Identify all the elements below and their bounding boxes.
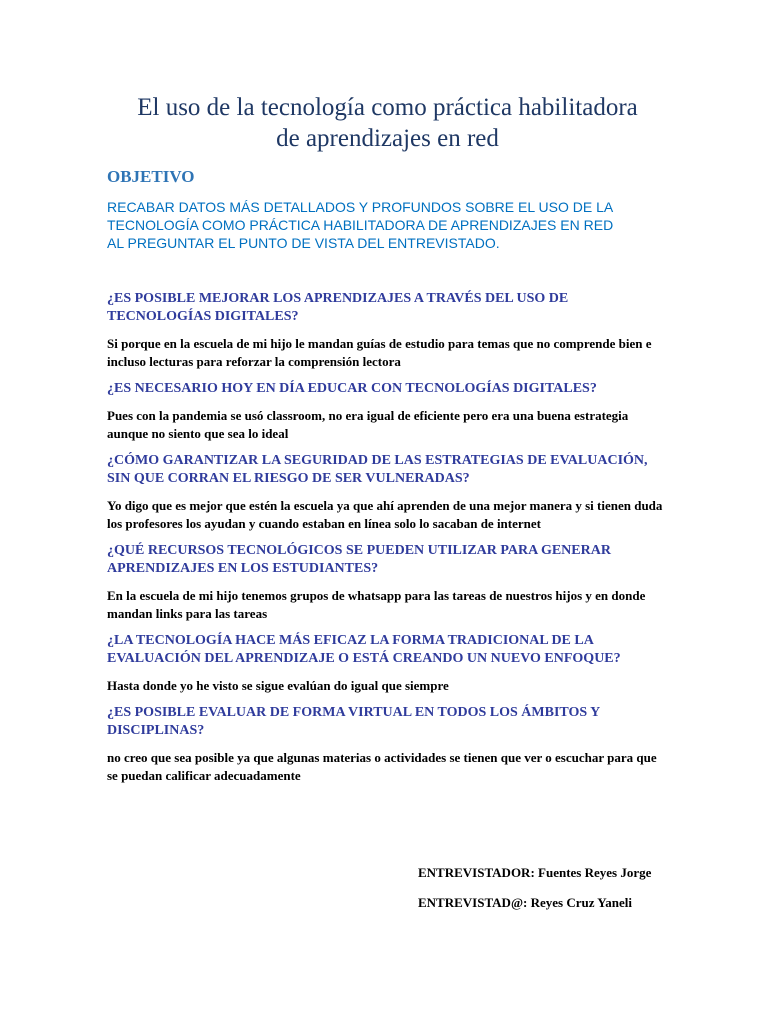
answer: no creo que sea posible ya que algunas materias o actividades se tienen que ver o escuchar para que se puedan calificar adecuadamente xyxy=(107,750,657,783)
qa-item xyxy=(107,290,668,371)
title-line-2: de aprendizajes en red xyxy=(276,125,499,152)
question: ¿QUÉ RECURSOS TECNOLÓGICOS SE PUEDEN UTILIZAR PARA GENERAR APRENDIZAJES EN LOS ESTUDIANTES? xyxy=(107,543,611,576)
signature-block xyxy=(418,864,651,924)
answer: En la escuela de mi hijo tenemos grupos de whatsapp para las tareas de nuestros hijos y en donde mandan links para las tareas xyxy=(107,588,646,621)
interviewer-line: ENTREVISTADOR: Fuentes Reyes Jorge xyxy=(418,865,652,880)
answer: Si porque en la escuela de mi hijo le mandan guías de estudio para temas que no comprende bien e incluso lecturas para reforzar la comprensión lectora xyxy=(107,336,652,369)
question: ¿ES POSIBLE EVALUAR DE FORMA VIRTUAL EN TODOS LOS ÁMBITOS Y DISCIPLINAS? xyxy=(107,705,600,738)
qa-list xyxy=(107,290,668,785)
answer: Yo digo que es mejor que estén la escuela ya que ahí aprenden de una mejor manera y si tienen duda los profesores los ayudan y cuando estaban en línea solo lo sacaban de internet xyxy=(107,498,663,531)
objective-heading: OBJETIVO xyxy=(107,167,195,186)
question: ¿LA TECNOLOGÍA HACE MÁS EFICAZ LA FORMA TRADICIONAL DE LA EVALUACIÓN DEL APRENDIZAJE O ESTÁ CREANDO UN NUEVO ENFOQUE? xyxy=(107,633,621,666)
qa-item xyxy=(107,704,668,785)
answer: Hasta donde yo he visto se sigue evalúan do igual que siempre xyxy=(107,678,449,693)
qa-item xyxy=(107,380,668,443)
title-line-1: El uso de la tecnología como práctica habilitadora xyxy=(137,94,638,121)
answer: Pues con la pandemia se usó classroom, no era igual de eficiente pero era una buena estrategia aunque no siento que sea lo ideal xyxy=(107,408,629,441)
question: ¿ES NECESARIO HOY EN DÍA EDUCAR CON TECNOLOGÍAS DIGITALES? xyxy=(107,381,597,396)
interviewee-line: ENTREVISTAD@: Reyes Cruz Yaneli xyxy=(418,895,632,910)
document-title xyxy=(107,0,668,154)
question: ¿ES POSIBLE MEJORAR LOS APRENDIZAJES A TRAVÉS DEL USO DE TECNOLOGÍAS DIGITALES? xyxy=(107,291,569,324)
objective-text: RECABAR DATOS MÁS DETALLADOS Y PROFUNDOS SOBRE EL USO DE LA TECNOLOGÍA COMO PRÁCTICA HABILITADORA DE APRENDIZAJES EN RED AL PREGUNTAR EL PUNTO DE VISTA DEL ENTREVISTADO. xyxy=(107,199,614,251)
question: ¿CÓMO GARANTIZAR LA SEGURIDAD DE LAS ESTRATEGIAS DE EVALUACIÓN, SIN QUE CORRAN EL RIESGO DE SER VULNERADAS? xyxy=(107,453,648,486)
qa-item xyxy=(107,542,668,623)
qa-item xyxy=(107,632,668,695)
qa-item xyxy=(107,452,668,533)
